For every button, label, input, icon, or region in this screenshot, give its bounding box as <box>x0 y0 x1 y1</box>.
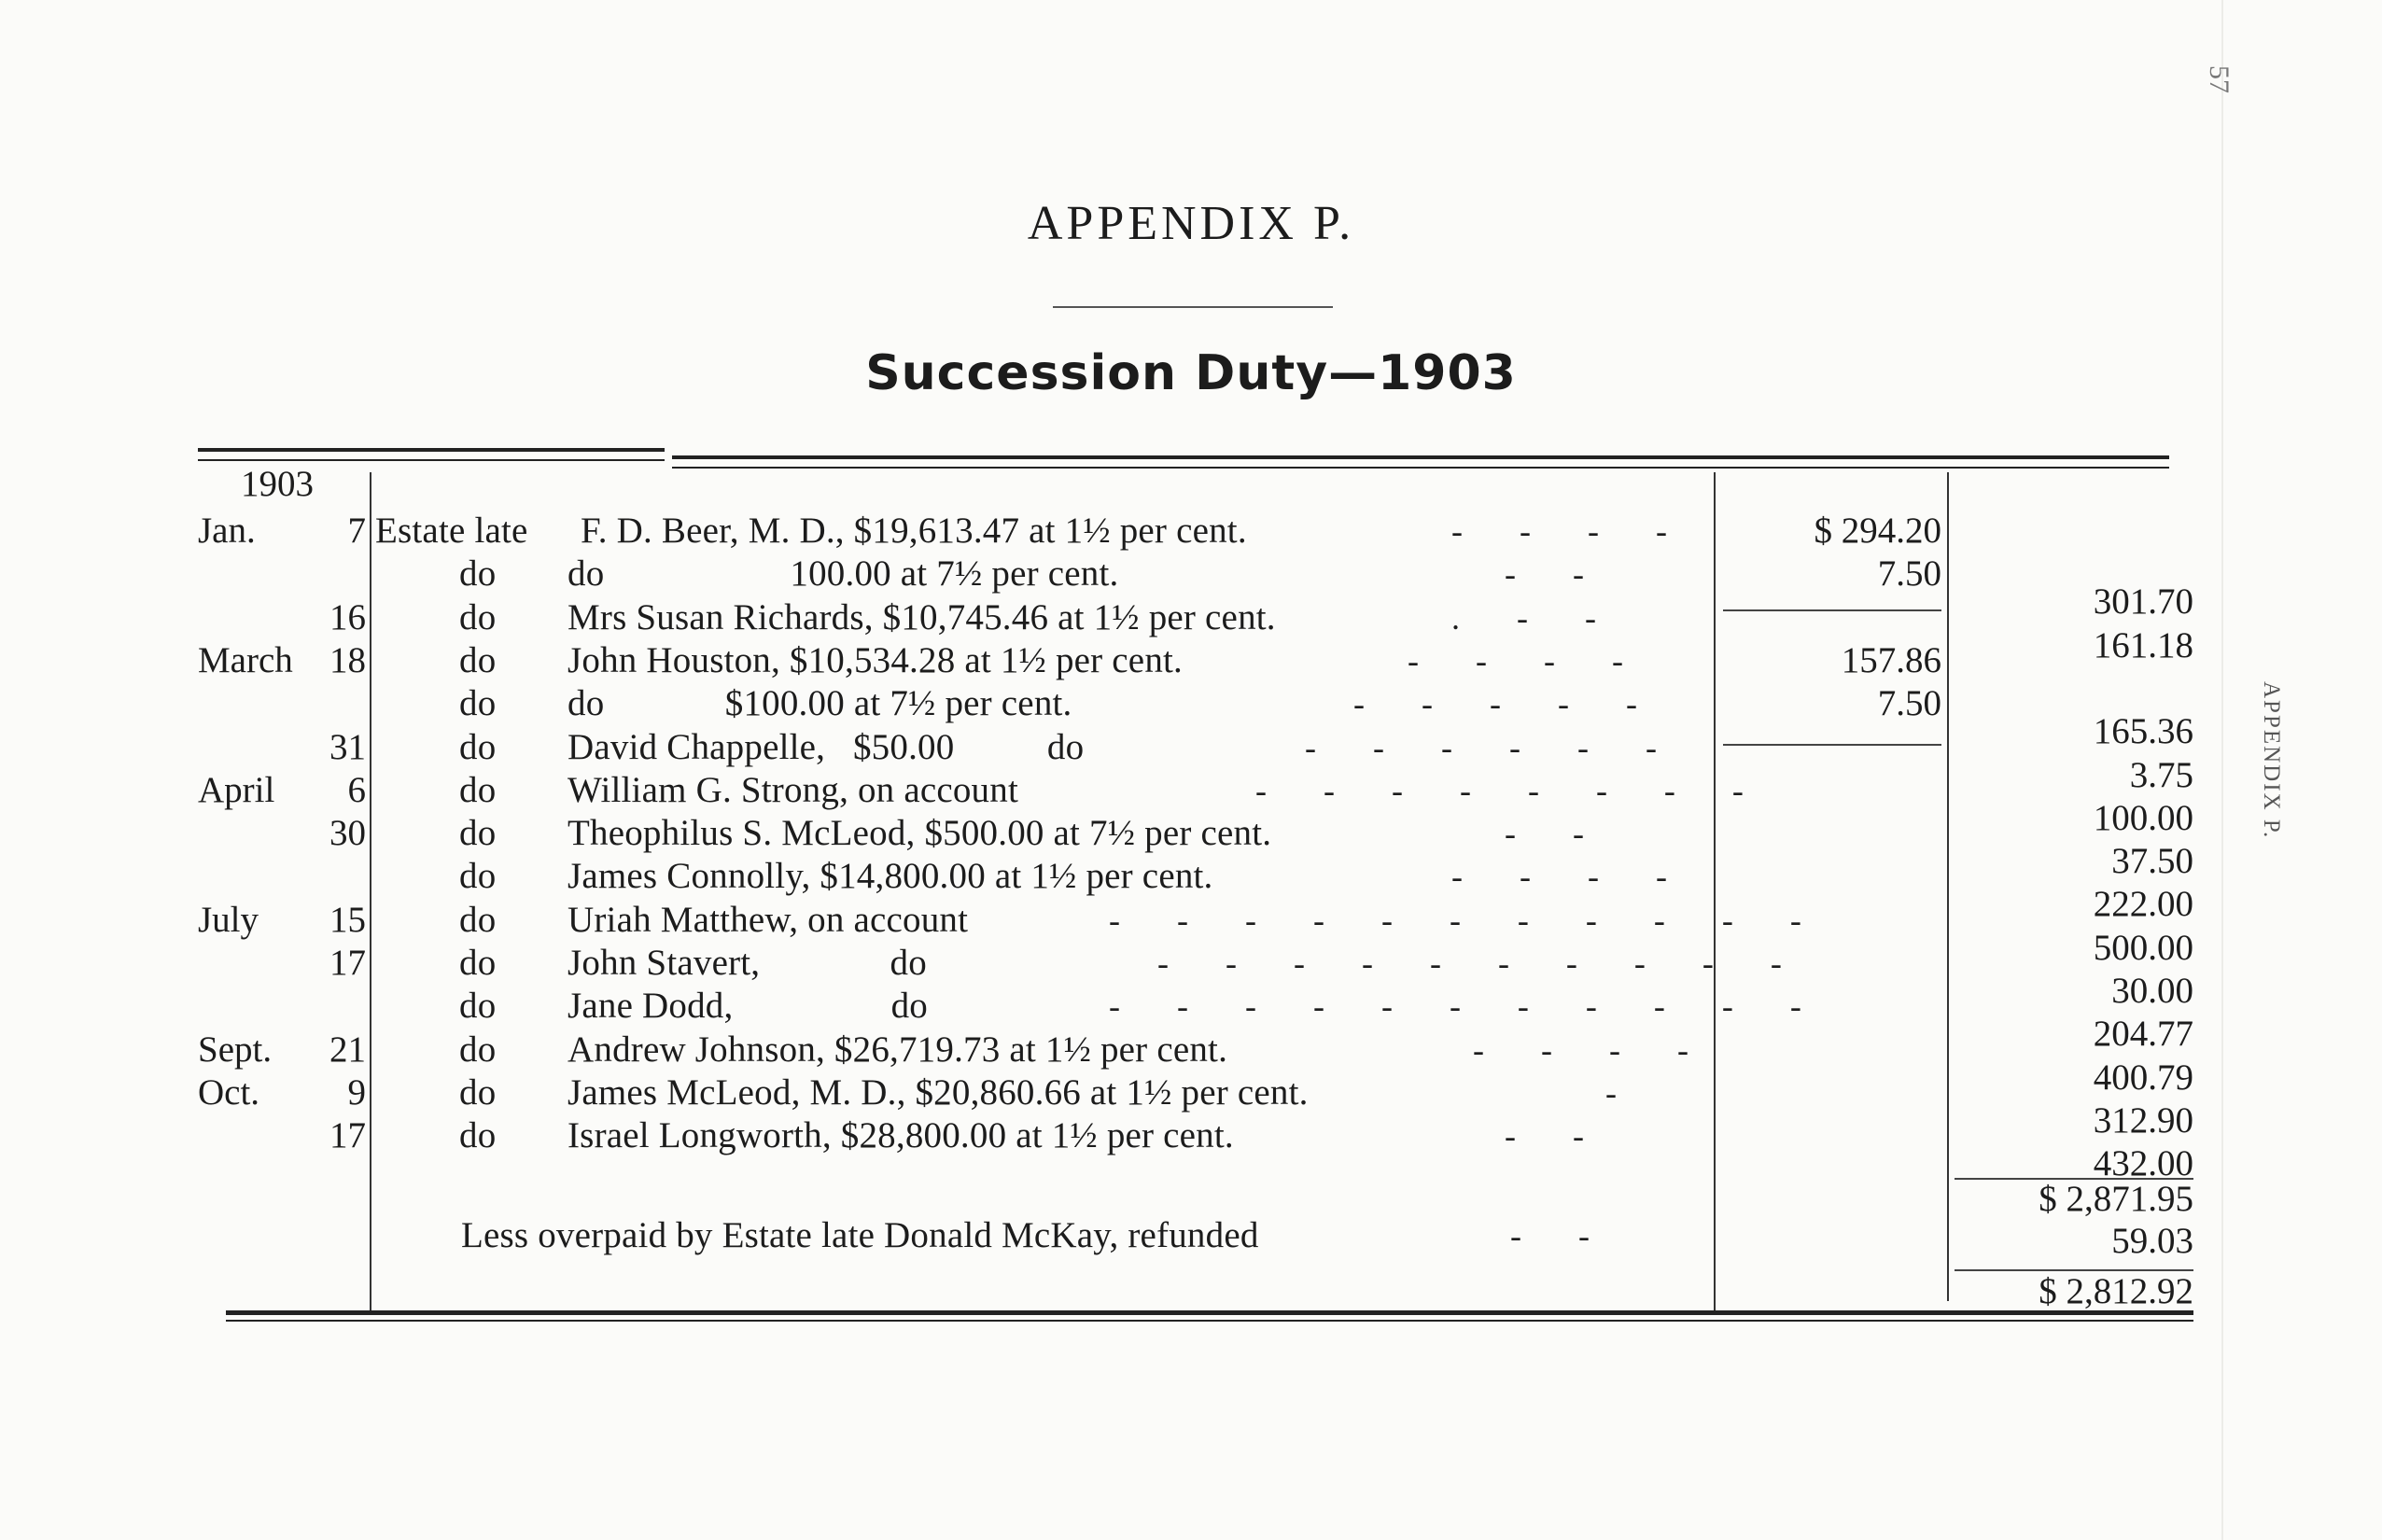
entry-prefix: do <box>459 640 497 680</box>
entry-total: 500.00 <box>2093 928 2193 968</box>
entry-total: 30.00 <box>2111 971 2193 1011</box>
entry-total: 222.00 <box>2093 884 2193 924</box>
entry-prefix: do <box>459 727 497 767</box>
leader-dashes: - - - - - - - - - - - <box>1109 902 1826 939</box>
entry-total: 3.75 <box>2129 755 2193 795</box>
entry-description: Israel Longworth, $28,800.00 at 1½ per cent. <box>567 1115 1234 1155</box>
entry-total: 400.79 <box>2093 1057 2193 1098</box>
leader-dashes: - - - - <box>1451 858 1691 895</box>
leader-dashes: - - - - <box>1408 642 1647 679</box>
entry-prefix: do <box>459 1115 497 1155</box>
side-header: APPENDIX P. <box>2259 681 2284 840</box>
entry-prefix: do <box>459 943 497 983</box>
entry-total: 165.36 <box>2093 711 2193 751</box>
entry-description: F. D. Beer, M. D., $19,613.47 at 1½ per cent. <box>581 511 1247 551</box>
gross-total: $ 2,871.95 <box>2039 1179 2193 1219</box>
entry-total: 301.70 <box>2093 581 2193 622</box>
top-rule-right-thin <box>672 467 2169 469</box>
entry-prefix: Estate late <box>375 511 528 551</box>
leader-dashes: - - - - <box>1451 512 1691 550</box>
bottom-rule <box>226 1310 2193 1315</box>
entry-day: 17 <box>329 1115 366 1155</box>
leader-dashes: - - - - - - - - <box>1255 772 1768 809</box>
entry-prefix: do <box>459 553 497 594</box>
entry-description: do $100.00 at 7½ per cent. <box>567 683 1072 723</box>
entry-total: 100.00 <box>2093 798 2193 838</box>
entry-month: Sept. <box>198 1029 273 1070</box>
leader-dashes: - - - - - - - - - - - <box>1109 987 1826 1025</box>
leader-dashes: - <box>1605 1074 1641 1112</box>
subtotal-column-divider <box>1714 472 1716 1310</box>
entry-prefix: do <box>459 1072 497 1113</box>
entry-month: Jan. <box>198 511 256 551</box>
entry-day: 21 <box>329 1029 366 1070</box>
entry-total: 312.90 <box>2093 1100 2193 1141</box>
entry-prefix: do <box>459 986 497 1026</box>
entry-prefix: do <box>459 856 497 896</box>
entry-day: 17 <box>329 943 366 983</box>
leader-dashes: - - - - - - <box>1305 729 1681 766</box>
entry-month: July <box>198 900 259 940</box>
entry-day: 7 <box>347 511 366 551</box>
entry-total: 204.77 <box>2093 1014 2193 1054</box>
entry-day: 31 <box>329 727 366 767</box>
top-rule-right <box>672 455 2169 459</box>
entry-description: David Chappelle, $50.00 do <box>567 727 1085 767</box>
subtotal-rule-1 <box>1723 609 1941 611</box>
entry-description: William G. Strong, on account <box>567 770 1018 810</box>
entry-total: 37.50 <box>2111 841 2193 881</box>
page-subtitle: Succession Duty—1903 <box>865 345 1517 401</box>
entry-day: 15 <box>329 900 366 940</box>
entry-month: Oct. <box>198 1072 260 1113</box>
page-number: 57 <box>2204 65 2235 93</box>
refund-leader-dashes: - - <box>1510 1217 1614 1254</box>
leader-dashes: . - - <box>1451 599 1620 637</box>
entry-subtotal: $ 294.20 <box>1814 511 1941 551</box>
leader-dashes: - - <box>1505 1117 1608 1155</box>
refund-description: Less overpaid by Estate late Donald McKay, refunded <box>461 1215 1259 1255</box>
entry-description: John Houston, $10,534.28 at 1½ per cent. <box>567 640 1184 680</box>
entry-day: 16 <box>329 597 366 637</box>
title-divider <box>1053 306 1333 308</box>
entry-day: 30 <box>329 813 366 853</box>
subtotal-rule-2 <box>1723 744 1941 746</box>
entry-description: Theophilus S. McLeod, $500.00 at 7½ per cent. <box>567 813 1272 853</box>
entry-day: 18 <box>329 640 366 680</box>
page-title: APPENDIX P. <box>1027 197 1355 250</box>
entry-day: 9 <box>347 1072 366 1113</box>
leader-dashes: - - - - - - - - - - <box>1157 945 1806 982</box>
entry-prefix: do <box>459 683 497 723</box>
entry-description: Andrew Johnson, $26,719.73 at 1½ per cent. <box>567 1029 1228 1070</box>
refund-amount: 59.03 <box>2111 1221 2193 1261</box>
date-column-divider <box>370 472 371 1310</box>
entry-subtotal: 157.86 <box>1841 640 1941 680</box>
entry-prefix: do <box>459 900 497 940</box>
top-rule-left <box>198 448 665 452</box>
entry-total: 161.18 <box>2093 625 2193 665</box>
entry-description: John Stavert, do <box>567 943 927 983</box>
entry-subtotal: 7.50 <box>1877 553 1941 594</box>
year-heading: 1903 <box>241 464 314 504</box>
bottom-rule-thin <box>226 1320 2193 1322</box>
entry-subtotal: 7.50 <box>1877 683 1941 723</box>
entry-description: James McLeod, M. D., $20,860.66 at 1½ per cent. <box>567 1072 1309 1113</box>
entry-description: do 100.00 at 7½ per cent. <box>567 553 1119 594</box>
net-total: $ 2,812.92 <box>2039 1271 2193 1311</box>
entry-prefix: do <box>459 1029 497 1070</box>
leader-dashes: - - - - - <box>1353 685 1661 722</box>
entry-total: 432.00 <box>2093 1143 2193 1183</box>
entry-prefix: do <box>459 770 497 810</box>
leader-dashes: - - - - <box>1473 1031 1713 1069</box>
entry-day: 6 <box>347 770 366 810</box>
entry-description: James Connolly, $14,800.00 at 1½ per cent. <box>567 856 1213 896</box>
leader-dashes: - - <box>1505 815 1608 852</box>
total-column-divider <box>1947 472 1949 1301</box>
entry-description: Uriah Matthew, on account <box>567 900 969 940</box>
entry-month: March <box>198 640 293 680</box>
entry-month: April <box>198 770 275 810</box>
top-rule-left-thin <box>198 459 665 461</box>
entry-description: Jane Dodd, do <box>567 986 929 1026</box>
leader-dashes: - - <box>1505 555 1608 593</box>
entry-prefix: do <box>459 813 497 853</box>
entry-prefix: do <box>459 597 497 637</box>
entry-description: Mrs Susan Richards, $10,745.46 at 1½ per cent. <box>567 597 1276 637</box>
